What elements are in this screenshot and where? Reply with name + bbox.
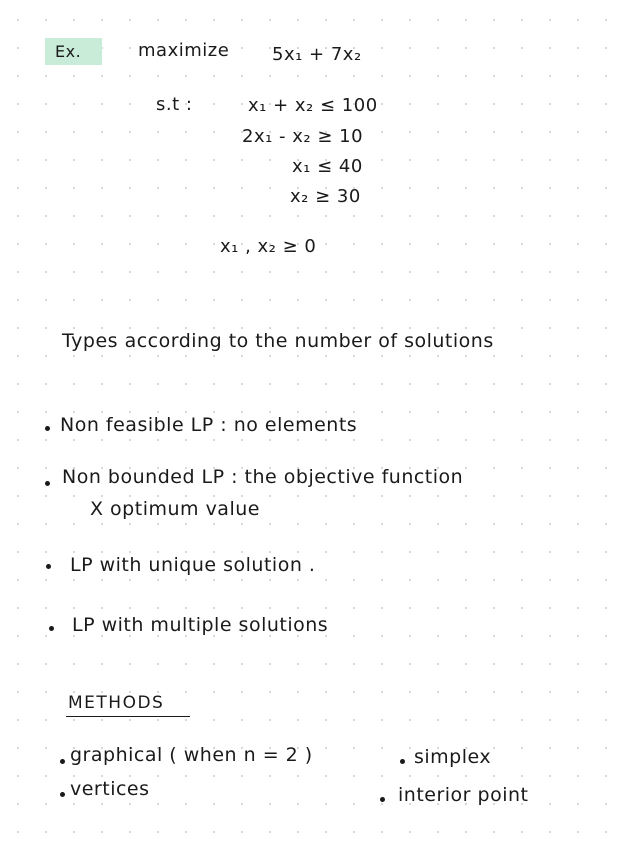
bullet-dot	[49, 626, 54, 631]
constraints-label: s.t :	[156, 94, 193, 115]
method-graphical: graphical ( when n = 2 )	[70, 744, 313, 766]
type-non-bounded-detail: X optimum value	[90, 498, 260, 520]
method-interior-point: interior point	[398, 784, 529, 806]
methods-underline	[66, 716, 190, 717]
type-multiple-solutions: LP with multiple solutions	[72, 614, 329, 636]
bullet-dot	[60, 792, 65, 797]
method-simplex: simplex	[414, 746, 492, 768]
bullet-dot	[400, 759, 405, 764]
types-heading: Types according to the number of solutions	[62, 330, 494, 352]
type-non-feasible: Non feasible LP : no elements	[60, 414, 358, 436]
bullet-dot	[380, 797, 385, 802]
bullet-dot	[60, 759, 65, 764]
constraint-1: x₁ + x₂ ≤ 100	[248, 95, 378, 116]
nonnegativity-constraint: x₁ , x₂ ≥ 0	[220, 236, 317, 257]
type-unique-solution: LP with unique solution .	[70, 554, 316, 576]
bullet-dot	[45, 426, 50, 431]
example-tag: Ex.	[55, 42, 82, 61]
bullet-dot	[46, 564, 51, 569]
objective-keyword: maximize	[138, 40, 230, 61]
constraint-2: 2x₁ - x₂ ≥ 10	[242, 126, 364, 147]
bullet-dot	[45, 481, 50, 486]
method-vertices: vertices	[70, 778, 150, 800]
methods-heading: METHODS	[68, 693, 165, 713]
type-non-bounded: Non bounded LP : the objective function	[62, 466, 464, 488]
objective-function: 5x₁ + 7x₂	[272, 44, 362, 65]
constraint-4: x₂ ≥ 30	[290, 186, 361, 207]
constraint-3: x₁ ≤ 40	[292, 156, 363, 177]
